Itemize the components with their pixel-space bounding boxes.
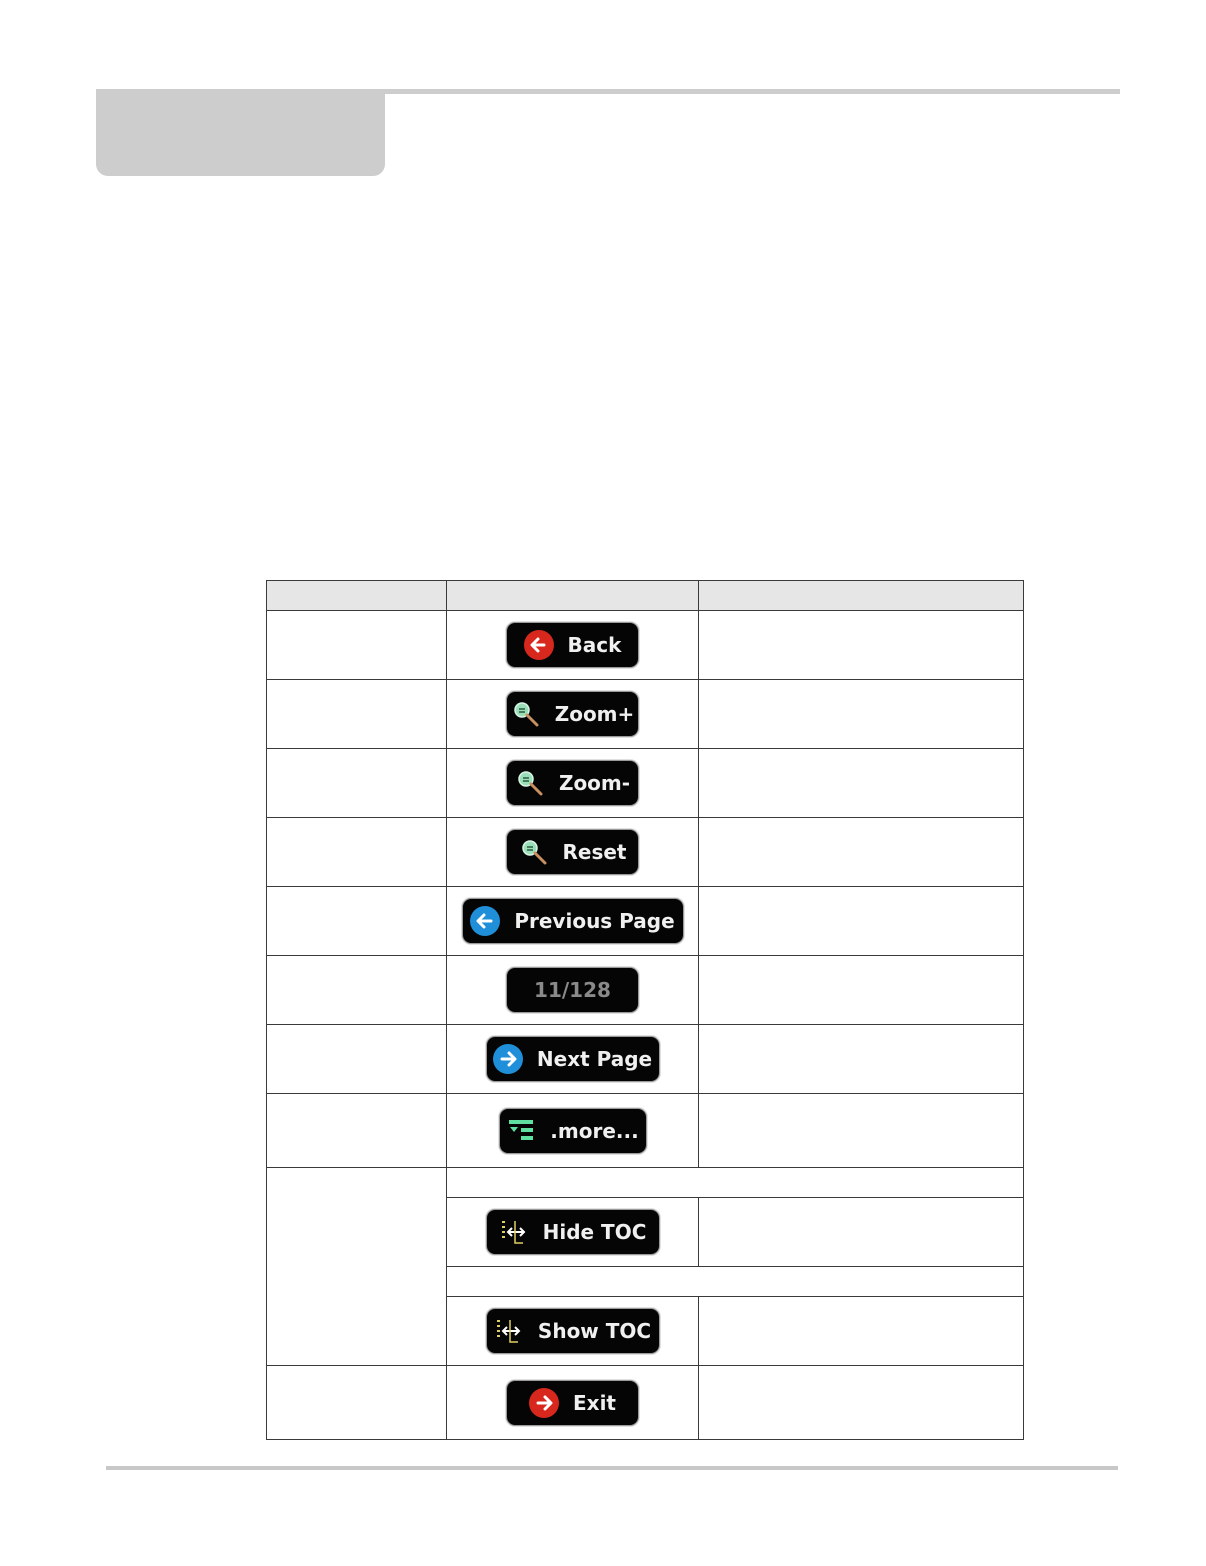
previous-page-button-label: Previous Page (514, 909, 675, 933)
next-arrow-icon (493, 1044, 523, 1074)
hide-toc-button-label: Hide TOC (542, 1220, 647, 1244)
table-row (267, 887, 1024, 956)
magnifier-icon (519, 837, 549, 867)
more-button-label: .more... (550, 1118, 639, 1143)
table-row (267, 749, 1024, 818)
name-cell (267, 887, 447, 956)
toc-icon (499, 1217, 529, 1247)
zoom-out-button-label: Zoom- (558, 771, 631, 795)
exit-button-label: Exit (573, 1390, 616, 1415)
button-cell (447, 1366, 699, 1440)
button-cell (447, 680, 699, 749)
footer-rule (106, 1466, 1118, 1470)
magnifier-icon (515, 768, 545, 798)
description-cell (699, 1366, 1024, 1440)
button-cell (447, 818, 699, 887)
exit-arrow-icon (529, 1388, 559, 1418)
description-cell (699, 680, 1024, 749)
description-cell (699, 749, 1024, 818)
zoom-in-button-label: Zoom+ (554, 702, 635, 726)
show-toc-button[interactable] (486, 1308, 660, 1354)
name-cell (267, 1094, 447, 1168)
next-page-button-label: Next Page (536, 1047, 653, 1071)
table-row (267, 818, 1024, 887)
table-row (267, 956, 1024, 1025)
previous-arrow-icon (470, 906, 500, 936)
button-cell (447, 1094, 699, 1168)
toc-icon (494, 1316, 524, 1346)
description-cell (699, 611, 1024, 680)
table-row (267, 1168, 1024, 1198)
table-header-row (267, 581, 1024, 611)
back-button-label: Back (567, 633, 622, 657)
header-cell-description (699, 581, 1024, 611)
description-cell (699, 1025, 1024, 1094)
back-arrow-icon (524, 630, 554, 660)
description-cell (699, 1297, 1024, 1366)
button-cell (447, 956, 699, 1025)
reset-button-label: Reset (562, 840, 627, 864)
name-cell (267, 1366, 447, 1440)
chapter-tab (96, 89, 385, 176)
table-row (267, 611, 1024, 680)
name-cell (267, 1025, 447, 1094)
name-cell (267, 749, 447, 818)
more-button[interactable] (499, 1108, 647, 1154)
button-cell (447, 1025, 699, 1094)
description-cell (699, 1094, 1024, 1168)
name-cell (267, 611, 447, 680)
hide-toc-button[interactable] (486, 1209, 660, 1255)
description-cell (699, 956, 1024, 1025)
button-cell (447, 1297, 699, 1366)
table-row (267, 1366, 1024, 1440)
page-indicator (506, 967, 639, 1013)
previous-page-button[interactable] (462, 898, 684, 944)
back-button[interactable] (506, 622, 639, 668)
name-cell (267, 956, 447, 1025)
name-cell (267, 680, 447, 749)
table-row (267, 1094, 1024, 1168)
description-cell (699, 1198, 1024, 1267)
show-toc-button-label: Show TOC (537, 1319, 652, 1343)
name-cell (267, 818, 447, 887)
zoom-in-button[interactable] (506, 691, 639, 737)
header-cell-button (447, 581, 699, 611)
exit-button[interactable] (506, 1380, 639, 1426)
subheader-cell (447, 1267, 1024, 1297)
description-cell (699, 887, 1024, 956)
reset-button[interactable] (506, 829, 639, 875)
button-cell (447, 1198, 699, 1267)
description-cell (699, 818, 1024, 887)
button-cell (447, 887, 699, 956)
name-cell (267, 1168, 447, 1366)
zoom-out-button[interactable] (506, 760, 639, 806)
next-page-button[interactable] (486, 1036, 660, 1082)
button-cell (447, 749, 699, 818)
magnifier-icon (511, 699, 541, 729)
header-rule (96, 89, 1120, 94)
menu-list-icon (506, 1116, 536, 1146)
toolbar-buttons-table (266, 580, 1024, 1440)
header-cell-name (267, 581, 447, 611)
page-indicator-label: 11/128 (534, 978, 611, 1002)
subheader-cell (447, 1168, 1024, 1198)
table-row (267, 680, 1024, 749)
table-row (267, 1025, 1024, 1094)
button-cell (447, 611, 699, 680)
